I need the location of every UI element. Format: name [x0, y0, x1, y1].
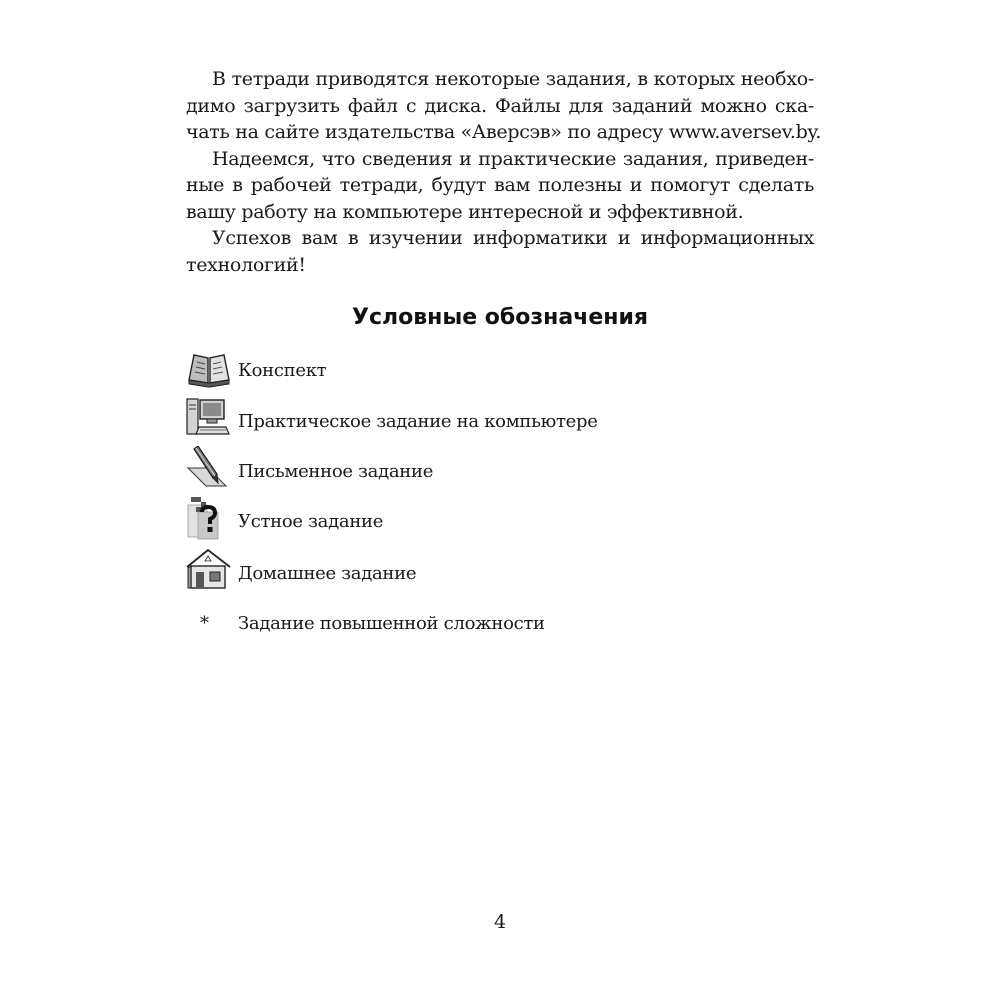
legend-label: Практическое задание на компьютере	[238, 411, 598, 432]
legend-item-oral-task	[186, 496, 814, 540]
paragraph-line: вашу работу на компьютере интересной и эффективной.	[186, 200, 744, 223]
legend-label: Домашнее задание	[238, 563, 417, 584]
legend-item-advanced-task	[186, 598, 814, 642]
legend-label: Задание повышенной сложности	[238, 613, 545, 634]
paragraph-line: Успехов вам в изучении информатики и информационных	[212, 227, 814, 249]
legend-item-homework	[186, 548, 814, 592]
question-icon	[186, 496, 232, 540]
legend-item-written-task	[186, 446, 814, 490]
legend-title: Условные обозначения	[351, 305, 648, 330]
pen-icon	[186, 446, 232, 490]
legend-item-notes	[186, 345, 814, 389]
paragraph-line: чать на сайте издательства «Аверсэв» по адресу www.aversev.by.	[186, 121, 822, 143]
intro-paragraph-wishes	[186, 225, 814, 278]
intro-paragraph-files	[186, 66, 822, 146]
house-icon	[186, 548, 232, 592]
paragraph-line: ные в рабочей тетради, будут вам полезны и помогут сделать	[186, 174, 814, 196]
paragraph-line: димо загрузить файл с диска. Файлы для заданий можно ска-	[186, 94, 814, 117]
asterisk-icon: *	[200, 613, 209, 634]
paragraph-line: технологий!	[186, 253, 306, 276]
computer-icon	[186, 396, 232, 440]
book-icon	[186, 345, 232, 389]
legend-label: Письменное задание	[238, 461, 434, 482]
legend-item-computer-task	[186, 396, 814, 440]
intro-paragraph-hope	[186, 146, 814, 226]
paragraph-line: В тетради приводятся некоторые задания, в которых необхо-	[212, 68, 814, 90]
page-number: 4	[493, 911, 507, 933]
legend-label: Конспект	[238, 360, 327, 381]
legend-label: Устное задание	[238, 511, 384, 532]
paragraph-line: Надеемся, что сведения и практические задания, приведен-	[212, 147, 814, 170]
